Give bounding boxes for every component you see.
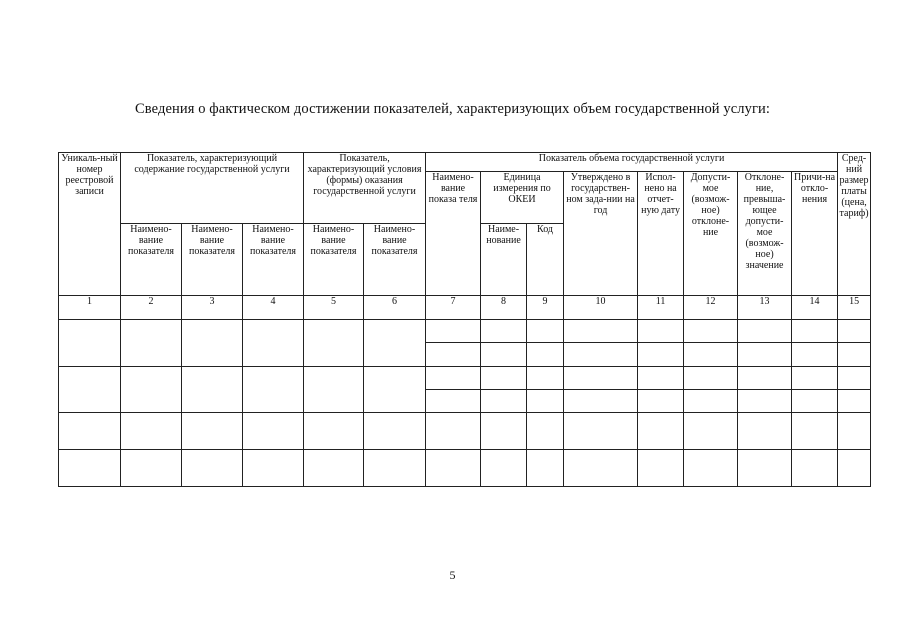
column-number: 1 [59,296,121,320]
table-cell [564,450,638,487]
table-cell [59,367,121,413]
table-row [59,320,871,343]
table-cell [564,320,638,343]
table-cell [481,320,527,343]
table-cell [59,413,121,450]
header-deviation-exceeding: Отклоне-ние, превыша-ющее допусти-мое (возмож-ное) значение [738,172,792,296]
table-cell [243,367,304,413]
header-deviation-reason: Причи-на откло-нения [792,172,838,296]
table-cell [738,320,792,343]
column-number: 2 [121,296,182,320]
table-cell [638,367,684,390]
table-cell [838,390,871,413]
column-number: 6 [364,296,426,320]
table-cell [792,390,838,413]
header-unit-name: Наиме-нование [481,224,527,296]
table-cell [364,413,426,450]
table-row [59,450,871,487]
header-allowed-deviation: Допусти-мое (возмож-ное) отклоне-ние [684,172,738,296]
table-cell [564,390,638,413]
table-cell [182,320,243,367]
header-unit-code: Код [527,224,564,296]
header-unit: Единица измерения по ОКЕИ [481,172,564,224]
column-number: 8 [481,296,527,320]
table-cell [59,320,121,367]
table-cell [527,450,564,487]
table-cell [364,367,426,413]
table-cell [527,367,564,390]
table-cell [481,390,527,413]
page-number: 5 [449,568,456,582]
table-cell [838,343,871,367]
table-cell [684,343,738,367]
table-cell [182,450,243,487]
table-cell [638,450,684,487]
header-indicator-name-5: Наимено-вание показателя [364,224,426,296]
table-cell [838,367,871,390]
table-cell [304,450,364,487]
table-row [59,413,871,450]
table-cell [426,413,481,450]
table-cell [426,390,481,413]
table-cell [121,450,182,487]
header-volume-name: Наимено-вание показа теля [426,172,481,296]
table-cell [426,320,481,343]
table-cell [564,343,638,367]
table-row [59,367,871,390]
table-cell [838,320,871,343]
table-cell [527,343,564,367]
header-indicator-name-3: Наимено-вание показателя [243,224,304,296]
table-cell [684,450,738,487]
table-cell [121,320,182,367]
table-cell [481,413,527,450]
header-content-group: Показатель, характеризующий содержание государственной услуги [121,153,304,224]
table-cell [243,450,304,487]
table-cell [684,390,738,413]
table-cell [121,413,182,450]
column-number: 12 [684,296,738,320]
column-number: 13 [738,296,792,320]
column-number: 9 [527,296,564,320]
table-cell [182,367,243,413]
column-number: 10 [564,296,638,320]
column-number: 3 [182,296,243,320]
table-cell [638,413,684,450]
header-conditions-group: Показатель, характеризующий условия (формы) оказания государственной услуги [304,153,426,224]
table-cell [182,413,243,450]
table-cell [684,320,738,343]
indicators-table [58,152,871,487]
header-indicator-name-2: Наимено-вание показателя [182,224,243,296]
table-cell [738,390,792,413]
column-number: 14 [792,296,838,320]
table-cell [59,450,121,487]
table-cell [738,413,792,450]
header-indicator-name-1: Наимено-вание показателя [121,224,182,296]
table-cell [792,343,838,367]
column-number: 15 [838,296,871,320]
table-cell [304,413,364,450]
table-cell [638,343,684,367]
column-number: 5 [304,296,364,320]
table-cell [527,320,564,343]
table-cell [684,413,738,450]
table-cell [738,367,792,390]
table-cell [481,367,527,390]
table-cell [838,413,871,450]
header-approved: Утверждено в государствен-ном зада-нии на год [564,172,638,296]
table-cell [304,320,364,367]
table-cell [243,320,304,367]
table-cell [481,343,527,367]
column-number: 11 [638,296,684,320]
table-cell [364,450,426,487]
table-cell [792,413,838,450]
table-cell [304,367,364,413]
table-cell [638,390,684,413]
header-volume-group: Показатель объема государственной услуги [426,153,838,172]
table-cell [364,320,426,367]
header-indicator-name-4: Наимено-вание показателя [304,224,364,296]
table-cell [738,450,792,487]
table-cell [426,343,481,367]
table-cell [638,320,684,343]
table-cell [792,450,838,487]
table-cell [838,450,871,487]
table-cell [738,343,792,367]
document-title: Сведения о фактическом достижении показателей, характеризующих объем государственной услуги: [135,101,770,117]
header-executed: Испол-нено на отчет-ную дату [638,172,684,296]
table-cell [426,450,481,487]
table-cell [121,367,182,413]
column-number: 4 [243,296,304,320]
table-cell [426,367,481,390]
table-cell [243,413,304,450]
table-cell [481,450,527,487]
table-cell [527,390,564,413]
table-cell [792,367,838,390]
table-cell [792,320,838,343]
table-cell [564,367,638,390]
header-registry: Уникаль-ный номер реестровой записи [59,153,121,296]
table-cell [684,367,738,390]
column-number: 7 [426,296,481,320]
table-cell [564,413,638,450]
header-avg-fee: Сред-ний размер платы (цена, тариф) [838,153,871,296]
table-cell [527,413,564,450]
